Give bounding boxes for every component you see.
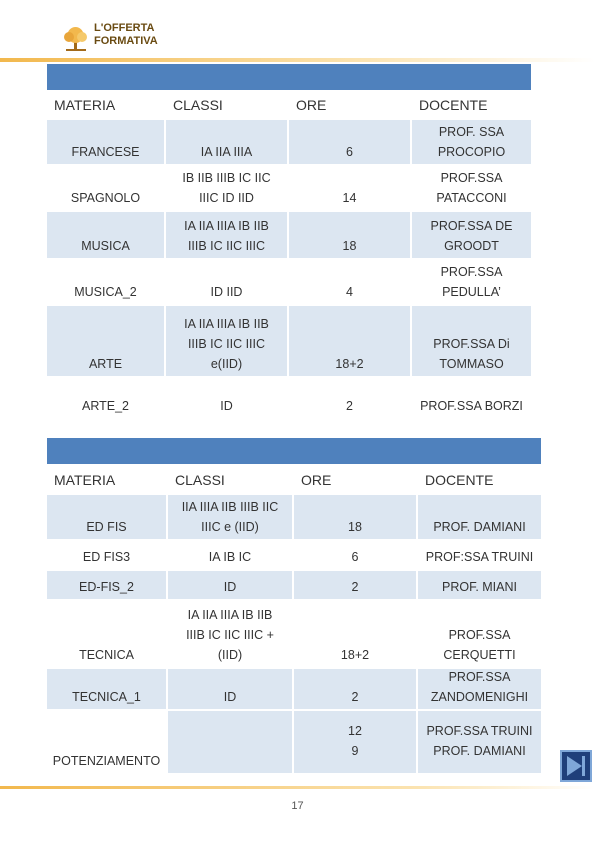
table1-header-band [47,64,531,90]
table2-header-docente: DOCENTE [418,467,541,493]
materia-cell: SPAGNOLO [47,166,164,210]
footer-rule [0,786,595,789]
materia-cell: ED FIS3 [47,541,166,569]
ore-cell: 18+2 [294,601,416,667]
table2 [47,467,541,775]
docente-cell: PROF.SSA ZANDOMENIGHI [418,669,541,709]
table-row [47,378,531,418]
table1-header-ore: ORE [289,92,410,118]
materia-cell: ED-FIS_2 [47,571,166,599]
materia-cell: FRANCESE [47,120,164,164]
table-row [47,601,541,667]
ore-cell: 4 [289,260,410,304]
ore-cell: 6 [289,120,410,164]
table1-header-classi: CLASSI [166,92,287,118]
logo [60,22,180,56]
table-row [47,306,531,376]
ore-cell: 2 [294,571,416,599]
table2-header-materia: MATERIA [47,467,166,493]
docente-cell: PROF. DAMIANI [418,495,541,539]
table-row [47,495,541,539]
table-row [47,212,531,258]
next-arrow-icon [562,752,590,780]
page-number: 17 [291,800,304,812]
classi-cell: IB IIB IIIB IC IIC IIIC ID IID [166,166,287,210]
docente-cell: PROF.SSA BORZI [412,378,531,418]
table-row [47,669,541,709]
table-row [47,166,531,210]
ore-cell: 14 [289,166,410,210]
tree-logo-icon [60,26,92,52]
table-row [47,120,531,164]
ore-cell: 18 [289,212,410,258]
table1-header-row [47,92,531,118]
table-row [47,711,541,773]
classi-cell [168,711,292,773]
classi-cell: IA IIA IIIA IB IIB IIIB IC IIC IIIC e(IID) [166,306,287,376]
materia-cell: ED FIS [47,495,166,539]
logo-line-1: L'OFFERTA [94,22,155,34]
classi-cell: ID [168,571,292,599]
docente-cell: PROF.SSA Di TOMMASO [412,306,531,376]
ore-cell: 12 9 [294,711,416,773]
materia-cell: MUSICA_2 [47,260,164,304]
next-page-button[interactable] [560,750,592,782]
table2-header-row [47,467,541,493]
table-row [47,260,531,304]
classi-cell: IA IIA IIIA [166,120,287,164]
ore-cell: 2 [289,378,410,418]
logo-line-2: FORMATIVA [94,35,158,47]
classi-cell: ID IID [166,260,287,304]
table-row [47,571,541,599]
materia-cell: MUSICA [47,212,164,258]
table-row [47,541,541,569]
ore-cell: 2 [294,669,416,709]
ore-cell: 6 [294,541,416,569]
classi-cell: IA IIA IIIA IB IIB IIIB IC IIC IIIC [166,212,287,258]
classi-cell: IA IIA IIIA IB IIB IIIB IC IIC IIIC + (IID) [168,601,292,667]
docente-cell: PROF.SSA CERQUETTI [418,601,541,667]
classi-cell: IA IB IC [168,541,292,569]
materia-cell: TECNICA [47,601,166,667]
docente-cell: PROF. SSA PROCOPIO [412,120,531,164]
table2-header-classi: CLASSI [168,467,292,493]
table1-header-docente: DOCENTE [412,92,531,118]
materia-cell: TECNICA_1 [47,669,166,709]
docente-cell: PROF.SSA PEDULLA’ [412,260,531,304]
ore-cell: 18+2 [289,306,410,376]
materia-cell: ARTE_2 [47,378,164,418]
table1 [47,92,531,422]
classi-cell: ID [166,378,287,418]
table2-header-ore: ORE [294,467,416,493]
docente-cell: PROF. MIANI [418,571,541,599]
header-rule [0,58,595,62]
ore-cell: 18 [294,495,416,539]
materia-cell: POTENZIAMENTO [47,711,166,773]
docente-cell: PROF.SSA DE GROODT [412,212,531,258]
docente-cell: PROF:SSA TRUINI [418,541,541,569]
table1-header-materia: MATERIA [47,92,164,118]
materia-cell: ARTE [47,306,164,376]
docente-cell: PROF.SSA PATACCONI [412,166,531,210]
table2-header-band [47,438,541,464]
classi-cell: ID [168,669,292,709]
classi-cell: IIA IIIA IIB IIIB IIC IIIC e (IID) [168,495,292,539]
docente-cell: PROF.SSA TRUINI PROF. DAMIANI [418,711,541,773]
